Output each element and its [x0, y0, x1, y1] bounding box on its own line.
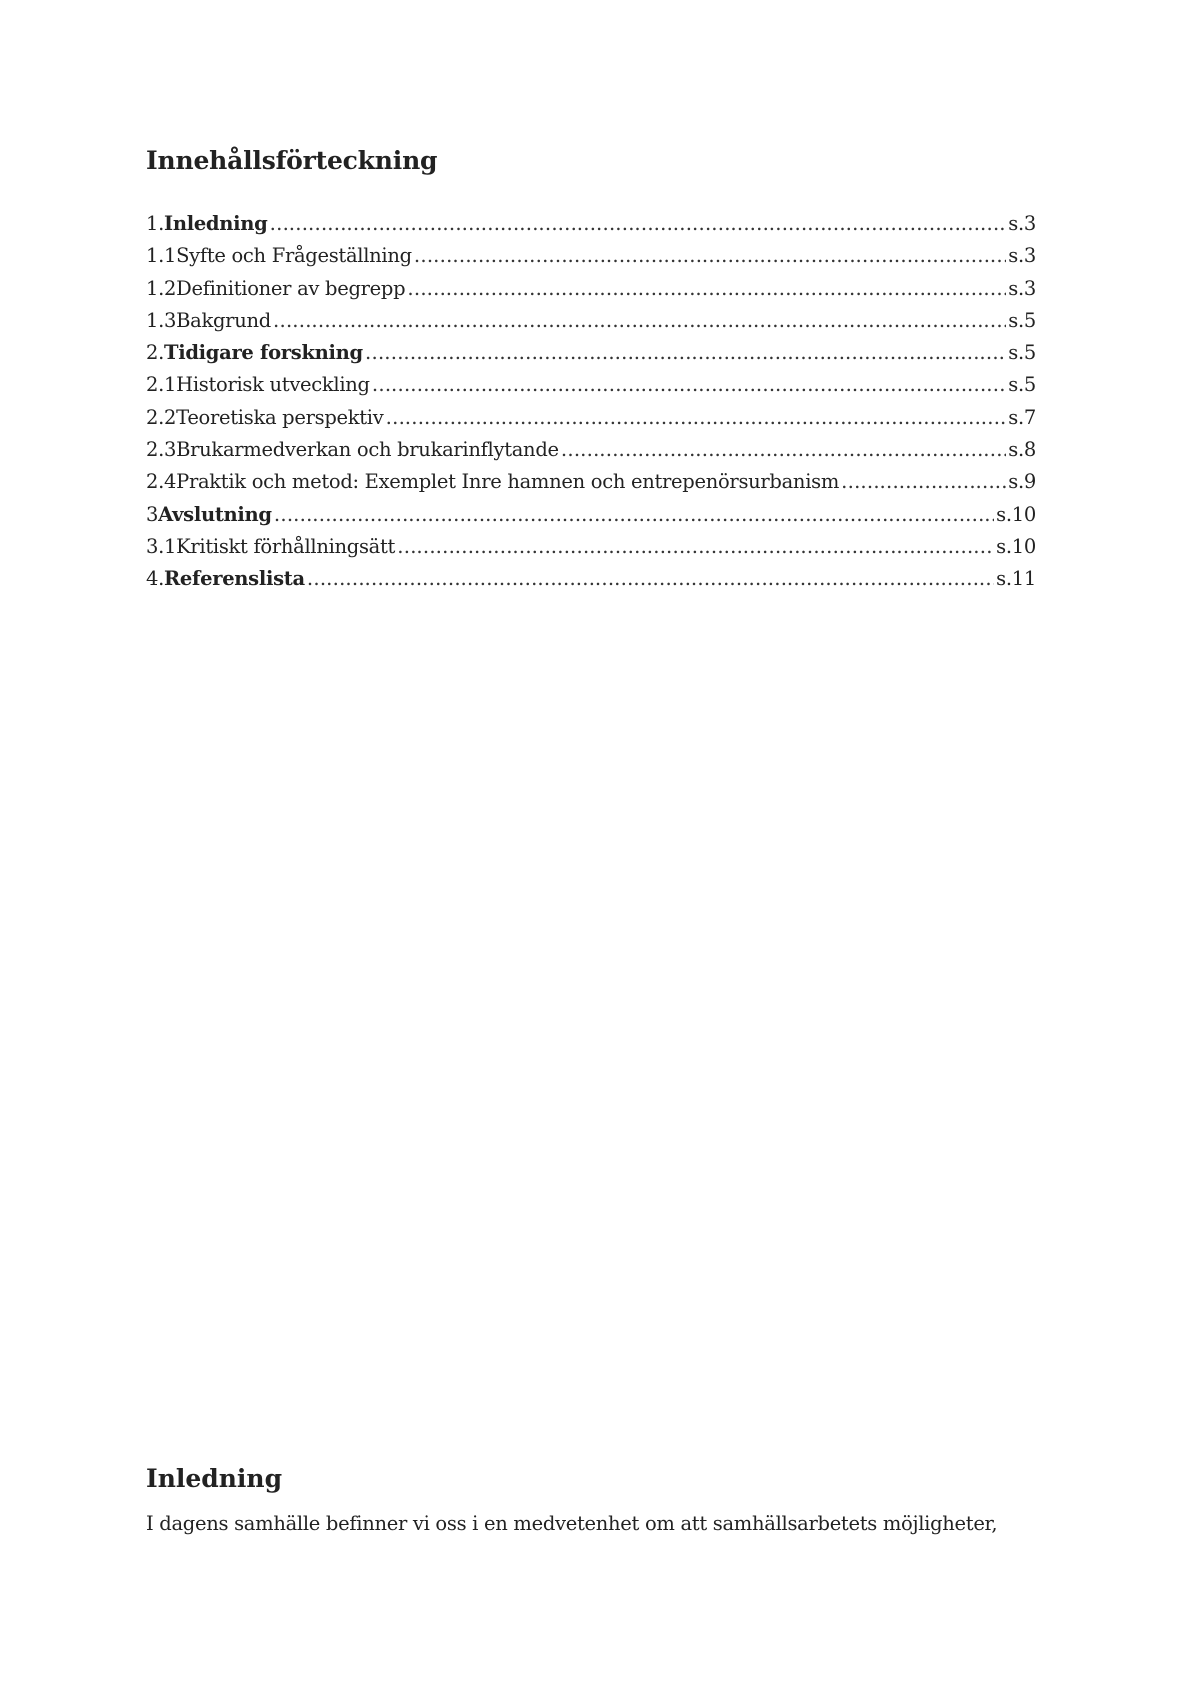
toc-entry-page: s.11: [996, 567, 1036, 591]
toc-entry-number: 1.3: [146, 308, 177, 332]
toc-entry-number: 1.1: [146, 244, 177, 268]
toc-entry-title: Inledning: [164, 212, 268, 235]
toc-leader: [397, 535, 994, 558]
toc-entry-number: 3: [146, 502, 159, 526]
toc-entry-title: Teoretiska perspektiv: [176, 405, 384, 429]
toc-leader: [414, 244, 1006, 267]
toc-leader: [841, 470, 1006, 493]
toc-entry-page: s.5: [1008, 308, 1036, 332]
toc-entry-title: Bakgrund: [176, 308, 271, 332]
toc-entry[interactable]: [146, 438, 1036, 470]
toc-entry-page: s.8: [1008, 438, 1036, 462]
toc-entry-title: Historisk utveckling: [176, 373, 370, 397]
toc-entry[interactable]: [146, 373, 1036, 405]
toc-entry-page: s.9: [1008, 470, 1036, 494]
toc-entry-page: s.3: [1008, 212, 1036, 235]
toc-entry[interactable]: [146, 406, 1036, 438]
toc-entry-title: Avslutning: [158, 502, 272, 526]
section-heading: Inledning: [146, 1464, 283, 1493]
toc-leader: [561, 438, 1007, 461]
toc-leader: [385, 406, 1006, 429]
toc-entry-title: Kritiskt förhållningsätt: [176, 534, 396, 558]
toc-entry-title: Syfte och Frågeställning: [176, 244, 412, 268]
toc-entry-number: 2.3: [146, 438, 177, 462]
toc-entry[interactable]: [146, 535, 1036, 567]
toc-entry-page: s.5: [1008, 373, 1036, 397]
toc-leader: [274, 503, 994, 526]
toc-leader: [365, 341, 1006, 364]
toc-entry[interactable]: [146, 470, 1036, 502]
toc-entry-number: 2.1: [146, 373, 177, 397]
toc-entry-page: s.10: [996, 534, 1036, 558]
toc-entry-number: 1.: [146, 212, 165, 235]
toc-entry-page: s.7: [1008, 405, 1036, 429]
toc-entry-number: 2.2: [146, 405, 177, 429]
toc-entry[interactable]: [146, 309, 1036, 341]
toc-leader: [269, 212, 1006, 235]
toc-entry[interactable]: [146, 567, 1036, 599]
toc-leader: [407, 277, 1006, 300]
toc-entry-page: s.5: [1008, 341, 1036, 365]
toc-entry[interactable]: [146, 244, 1036, 276]
toc-entry-title: Praktik och metod: Exemplet Inre hamnen och entrepenörsurbanism: [176, 470, 840, 494]
toc-leader: [273, 309, 1006, 332]
toc-entry[interactable]: [146, 503, 1036, 535]
table-of-contents: [146, 212, 1036, 600]
toc-entry-number: 1.2: [146, 276, 177, 300]
toc-entry-title: Tidigare forskning: [164, 341, 363, 365]
toc-heading: Innehållsförteckning: [146, 146, 438, 175]
toc-entry-title: Brukarmedverkan och brukarinflytande: [176, 438, 559, 462]
toc-entry-number: 2.: [146, 341, 165, 365]
toc-entry[interactable]: [146, 277, 1036, 309]
toc-entry-number: 4.: [146, 567, 165, 591]
toc-entry[interactable]: [146, 341, 1036, 373]
toc-entry-page: s.3: [1008, 276, 1036, 300]
toc-entry[interactable]: [146, 212, 1036, 244]
toc-entry-number: 3.1: [146, 534, 177, 558]
toc-leader: [307, 567, 994, 590]
toc-entry-page: s.3: [1008, 244, 1036, 268]
toc-entry-page: s.10: [996, 502, 1036, 526]
body-paragraph: I dagens samhälle befinner vi oss i en medvetenhet om att samhällsarbetets möjligheter,: [146, 1512, 998, 1535]
toc-entry-number: 2.4: [146, 470, 177, 494]
toc-leader: [372, 373, 1007, 396]
toc-entry-title: Referenslista: [164, 567, 305, 591]
toc-entry-title: Definitioner av begrepp: [176, 276, 406, 300]
